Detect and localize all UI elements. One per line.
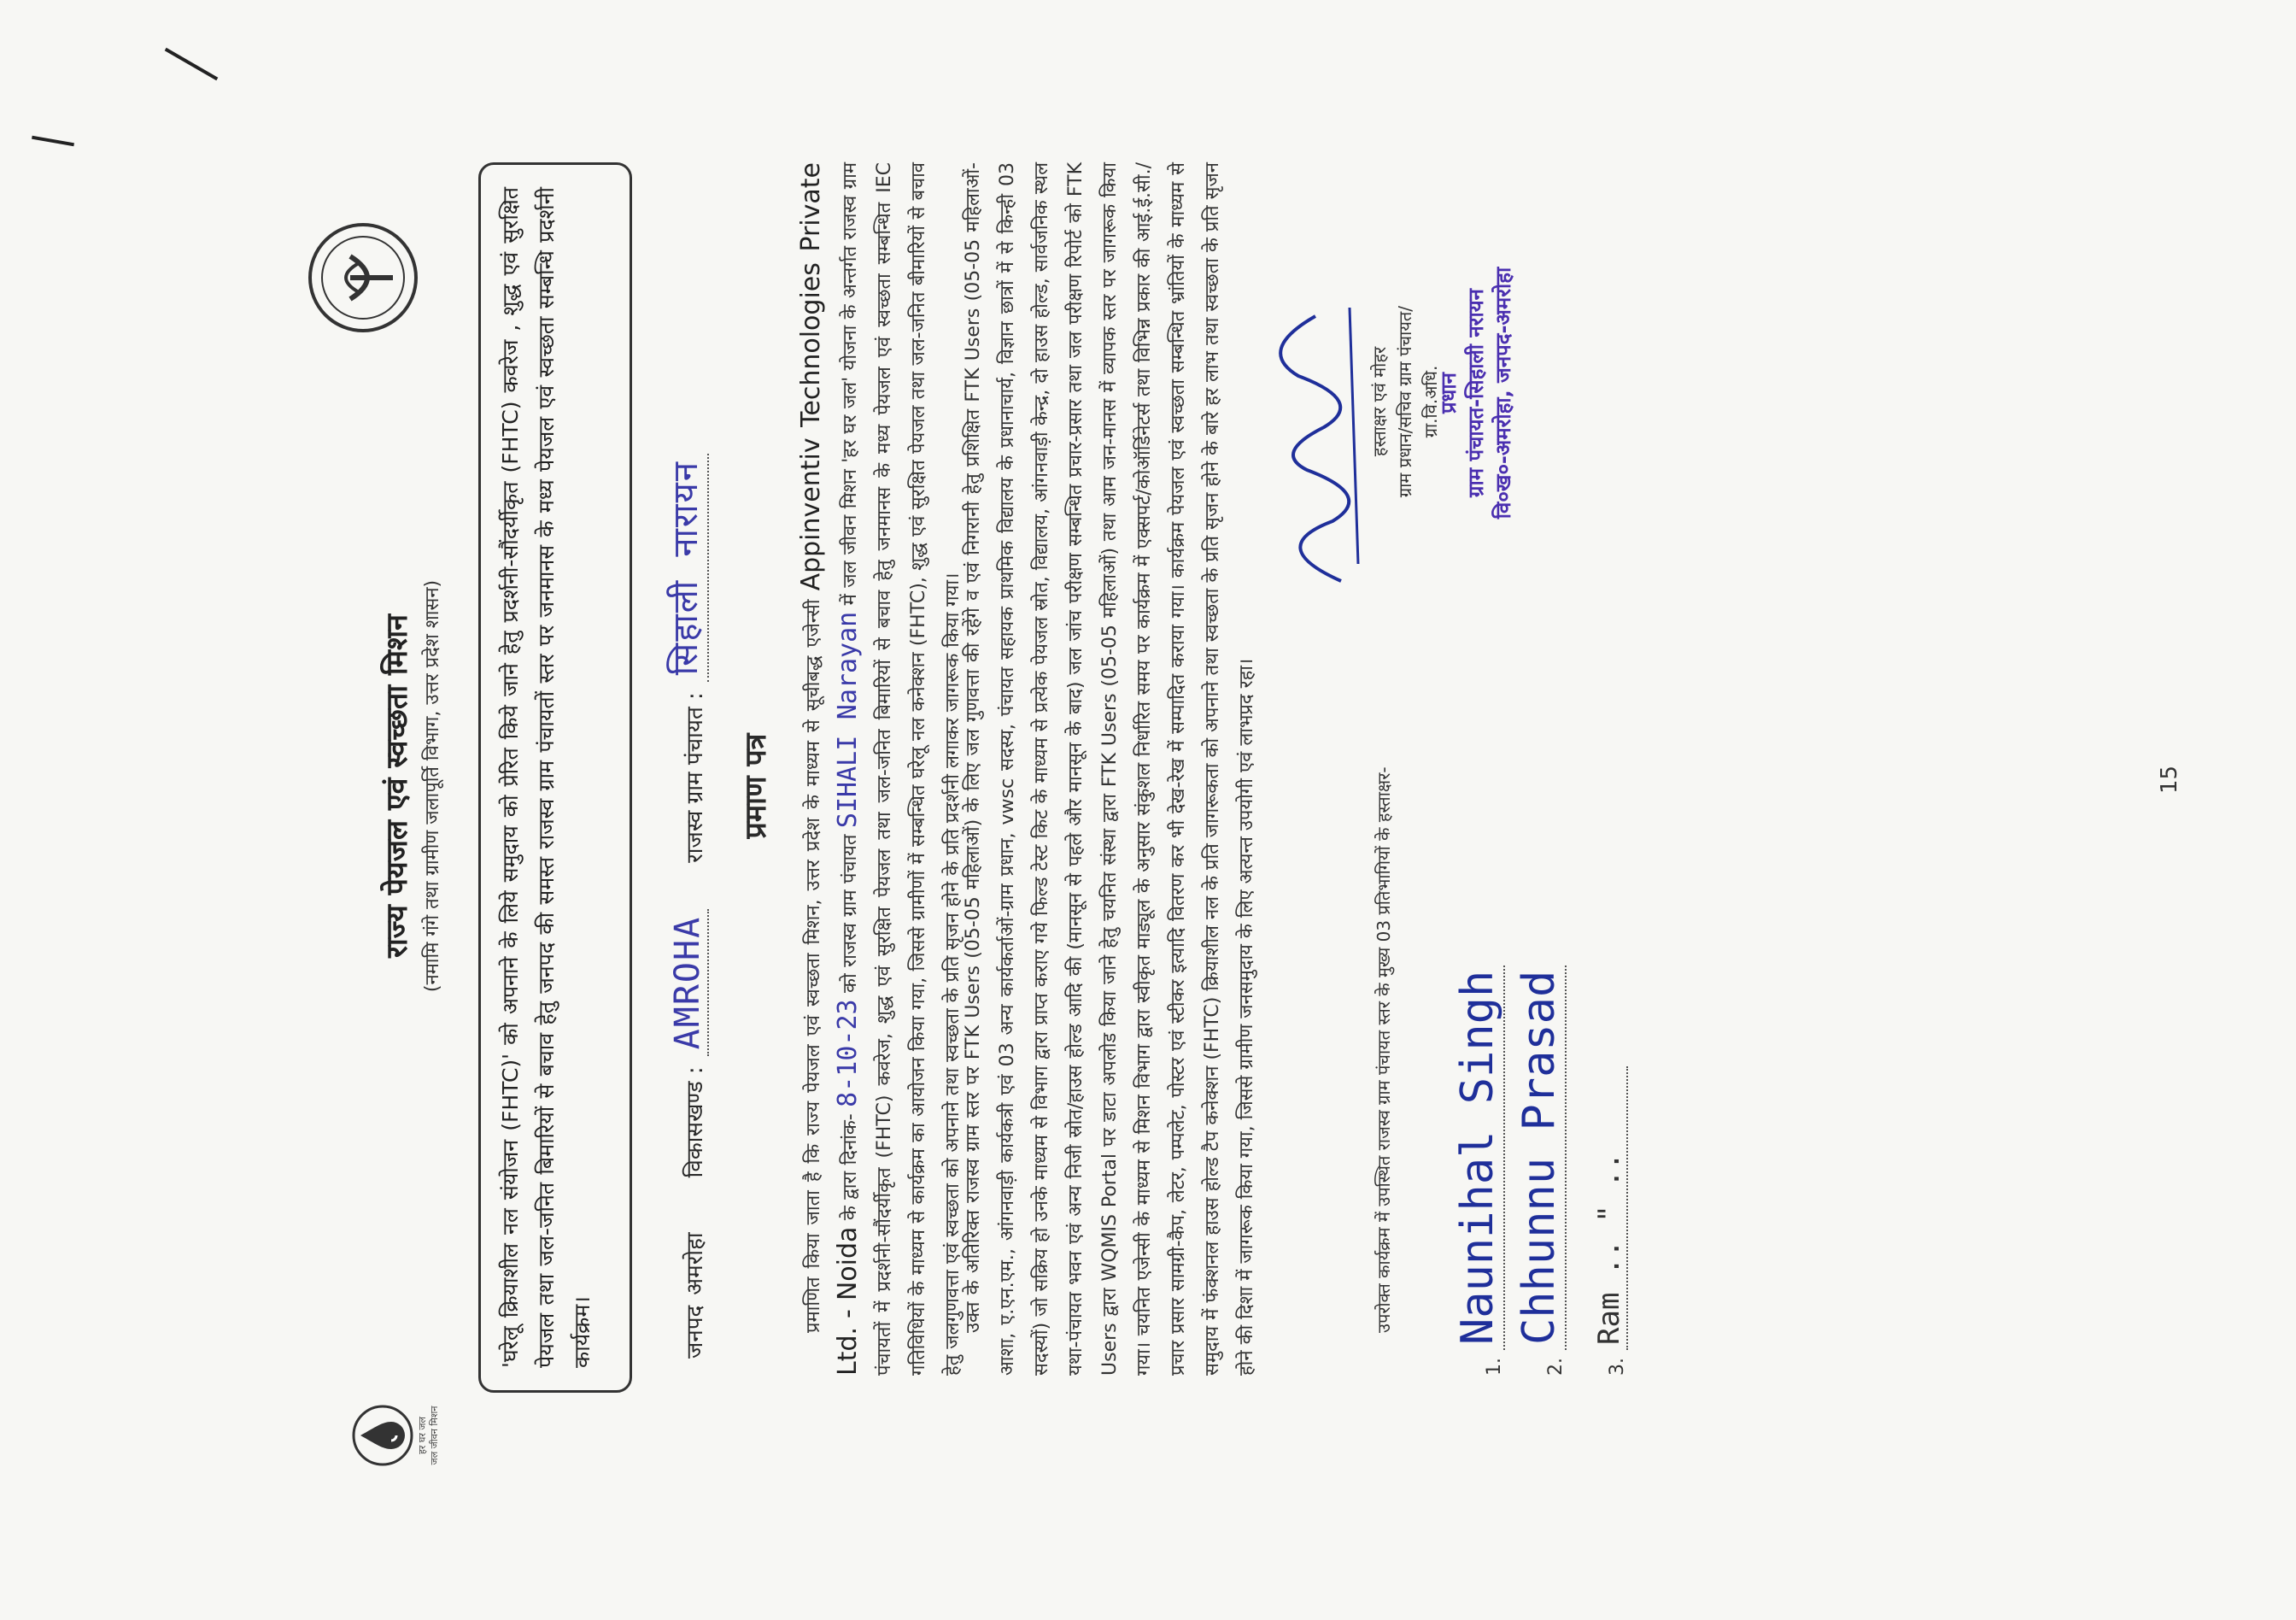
participant-number: 1. xyxy=(1484,1358,1505,1376)
panchayat-label: राजस्व ग्राम पंचायत : xyxy=(682,692,708,863)
scan-mark xyxy=(32,136,74,147)
signature-line-3: ग्रा.वि.अधि. xyxy=(1420,365,1441,438)
participants-list xyxy=(1444,760,1628,1376)
certificate-paragraph-1 xyxy=(794,162,970,1376)
para1-intro: प्रमाणित किया जाता है कि राज्य पेयजल एवं स्वच्छता मिशन, उत्तर प्रदेश के माध्यम से सूचीबद्ध एजेन्सी xyxy=(803,599,824,1333)
stamp-line-2: ग्राम पंचायत-सिहाली नरायन xyxy=(1464,289,1488,497)
stamp-line-1: प्रधान xyxy=(1437,373,1461,414)
date-prefix: के द्वारा दिनांक- xyxy=(840,1113,861,1221)
participants-label: हस्ताक्षर- xyxy=(1374,766,1394,823)
program-description-box: 'घरेलू क्रियाशील नल संयोजन (FHTC)' को अपनाने के लिये समुदाय को प्रेरित किये जाने हेतु प्रदर्शनी-सौंदर्यीकृत (FHTC) कवरेज , शुद्ध एवं सुरक्षित पेयजल तथा जल-जनित बिमारियों से बचाव हेतु जनपद की समस्त राजस्व ग्राम पंचायतों स्तर पर जनमानस के मध्य पेयजल एवं स्वच्छता सम्बन्धि प्रदर्शनी कार्यक्रम। xyxy=(478,162,632,1393)
up-govt-emblem xyxy=(299,205,427,342)
signature-line-2: ग्राम प्रधान/सचिव ग्राम पंचायत/ xyxy=(1395,305,1415,498)
logo-caption: हर घर जल जल जीवन मिशन xyxy=(417,1406,440,1465)
page-title: राज्य पेयजल एवं स्वच्छता मिशन xyxy=(380,613,414,959)
participant-row xyxy=(1505,760,1567,1376)
certificate-paragraph-2: उक्त के अतिरिक्त राजस्व ग्राम स्तर पर FTK Users (05-05 महिलाओं) के लिए जल गुणवत्ता की रहेंगे व एवं निगरानी हेतु प्रशिक्षित FTK Users (05-05 महिलाओं-आशा, ए.एन.एम., आंगनवाड़ी कार्यकत्री एवं 03 अन्य कार्यकर्ताओं-ग्राम प्रधान, vwsc सदस्य, पंचायत सहायक प्राथमिक विद्यालय के प्रधानाचार्य, विज्ञान छात्रों में से किन्ही 03 सदस्यों) जो सक्रिय हो उनके माध्यम से विभाग द्वारा प्राप्त कराए गये फिल्ड टेस्ट किट के माध्यम से प्रत्येक पेयजल स्रोत, विद्यालय, आंगनवाड़ी केन्द्र, दो हाउस होल्ड, सार्वजनिक स्थल यथा-पंचायत भवन एवं अन्य निजी स्रोत/हाउस होल्ड आदि की (मानसून से पहले और मानसून के बाद) जल जांच परीक्षण सम्बन्धित प्रचार-प्रसार तथा जल परीक्षण रिपोर्ट को FTK Users द्वारा WQMIS Portal पर डाटा अपलोड किया जाने हेतु चयनित संस्था द्वारा FTK Users (05-05 महिलाओं) तथा आम जन-मानस में व्यापक स्तर पर जागरूक किया गया। चयनित एजेन्सी के माध्यम से मिशन विभाग द्वारा स्वीकृत माड्यूल के अनुसार संकुशल निर्धारित समय पर कार्यक्रम में एक्सपर्ट/कोऑर्डिनेटर्स तथा विभिन्न प्रकार की आई.ई.सी./प्रचार प्रसार सामग्री-कैप, लेटर, पम्पलेट, पोस्टर एवं स्टीकर इत्यादि वितरण कर भी देख-रेख में सम्पादित कराया गया। कार्यक्रम पेयजल एवं स्वच्छता सम्बन्धित भ्रांतियों के माध्यम से समुदाय में फंक्शनल हाउस होल्ड टैप कनेक्शन (FHTC) क्रियाशील नल के प्रति जागरूकता को अपनाने तथा स्वच्छता के प्रति सृजन होने के बारे हर लाभ तथा स्वच्छता के प्रति सृजन होने की दिशा में जागरूक किया गया, जिससे ग्रामीण जनसमुदाय के लिए अत्यन्त उपयोगी एवं लाभप्रद रहा। xyxy=(963,162,1257,1376)
para1-body: में जल जीवन मिशन 'हर घर जल' योजना के अन्तर्गत राजस्व ग्राम पंचायतों में प्रदर्शनी-सौंदर्यीकृत (FHTC) कवरेज, शुद्ध एवं सुरक्षित पेयजल तथा जल-जनित बिमारियों से बचाव हेतु जनमानस के मध्य पेयजल एवं स्वच्छता सम्बन्धित IEC गतिविधियों के माध्यम से कार्यक्रम का आयोजन किया गया, जिससे ग्रामीणों में सम्बन्धित घरेलू नल कनेक्शन (FHTC), शुद्ध एवं सुरक्षित पेयजल तथा जल-जनित बीमारियों से बचाव हेतु जलगुणवत्ता एवं स्वच्छता को अपनाने तथा स्वच्छता के प्रति सृजन होने के प्रति प्रदर्शनी लगाकर जागरूक किया गया। xyxy=(840,162,964,1376)
signature-scribble xyxy=(1239,273,1384,598)
page-subtitle: (नमामि गंगे तथा ग्रामीण जलापूर्ति विभाग, उत्तर प्रदेश शासन) xyxy=(422,579,443,993)
block-label: विकासखण्ड : xyxy=(682,1066,708,1178)
signature-line-1: हस्ताक्षर एवं मोहर xyxy=(1369,346,1390,457)
participant-name: Chhunnu Prasad xyxy=(1514,966,1567,1350)
participant-name: Ram .. " .. xyxy=(1592,1066,1628,1350)
scan-mark xyxy=(165,48,219,80)
panchayat-value: सिहाली नारायन xyxy=(660,454,709,682)
signature-caption xyxy=(1367,222,1444,581)
para3-text: उपरोक्त कार्यक्रम में उपस्थित राजस्व ग्राम पंचायत स्तर के मुख्य 03 प्रतिभागियों के xyxy=(1374,827,1394,1333)
panchayat-stamp xyxy=(1435,222,1517,564)
water-drop-icon xyxy=(348,1401,417,1470)
participant-row xyxy=(1567,760,1628,1376)
panchayat-handwritten: SIHALI Narayan xyxy=(833,611,863,829)
emblem-icon xyxy=(299,214,427,342)
block-value: AMROHA xyxy=(668,909,709,1057)
jal-jeevan-logo xyxy=(348,1384,477,1487)
certificate-heading: प्रमाण पत्र xyxy=(739,733,773,839)
janpad-value: अमरोहा xyxy=(682,1232,708,1295)
participant-number: 3. xyxy=(1607,1358,1628,1376)
janpad-label: जनपद xyxy=(682,1305,708,1359)
certificate-document xyxy=(299,85,1628,1487)
participant-name: Naunihal Singh xyxy=(1452,966,1505,1350)
participant-row xyxy=(1444,760,1505,1376)
page-number: 15 xyxy=(2157,765,2182,794)
location-row xyxy=(658,162,709,1359)
panchayat-prefix: को राजस्व ग्राम पंचायत xyxy=(840,834,861,993)
agency-name: Appinventiv Technologies Private Ltd. - Noida xyxy=(796,162,863,1376)
participant-number: 2. xyxy=(1545,1358,1567,1376)
event-date: 8-10-23 xyxy=(833,999,863,1107)
stamp-line-3: वि०ख०-अमरोहा, जनपद-अमरोहा xyxy=(1491,267,1515,519)
